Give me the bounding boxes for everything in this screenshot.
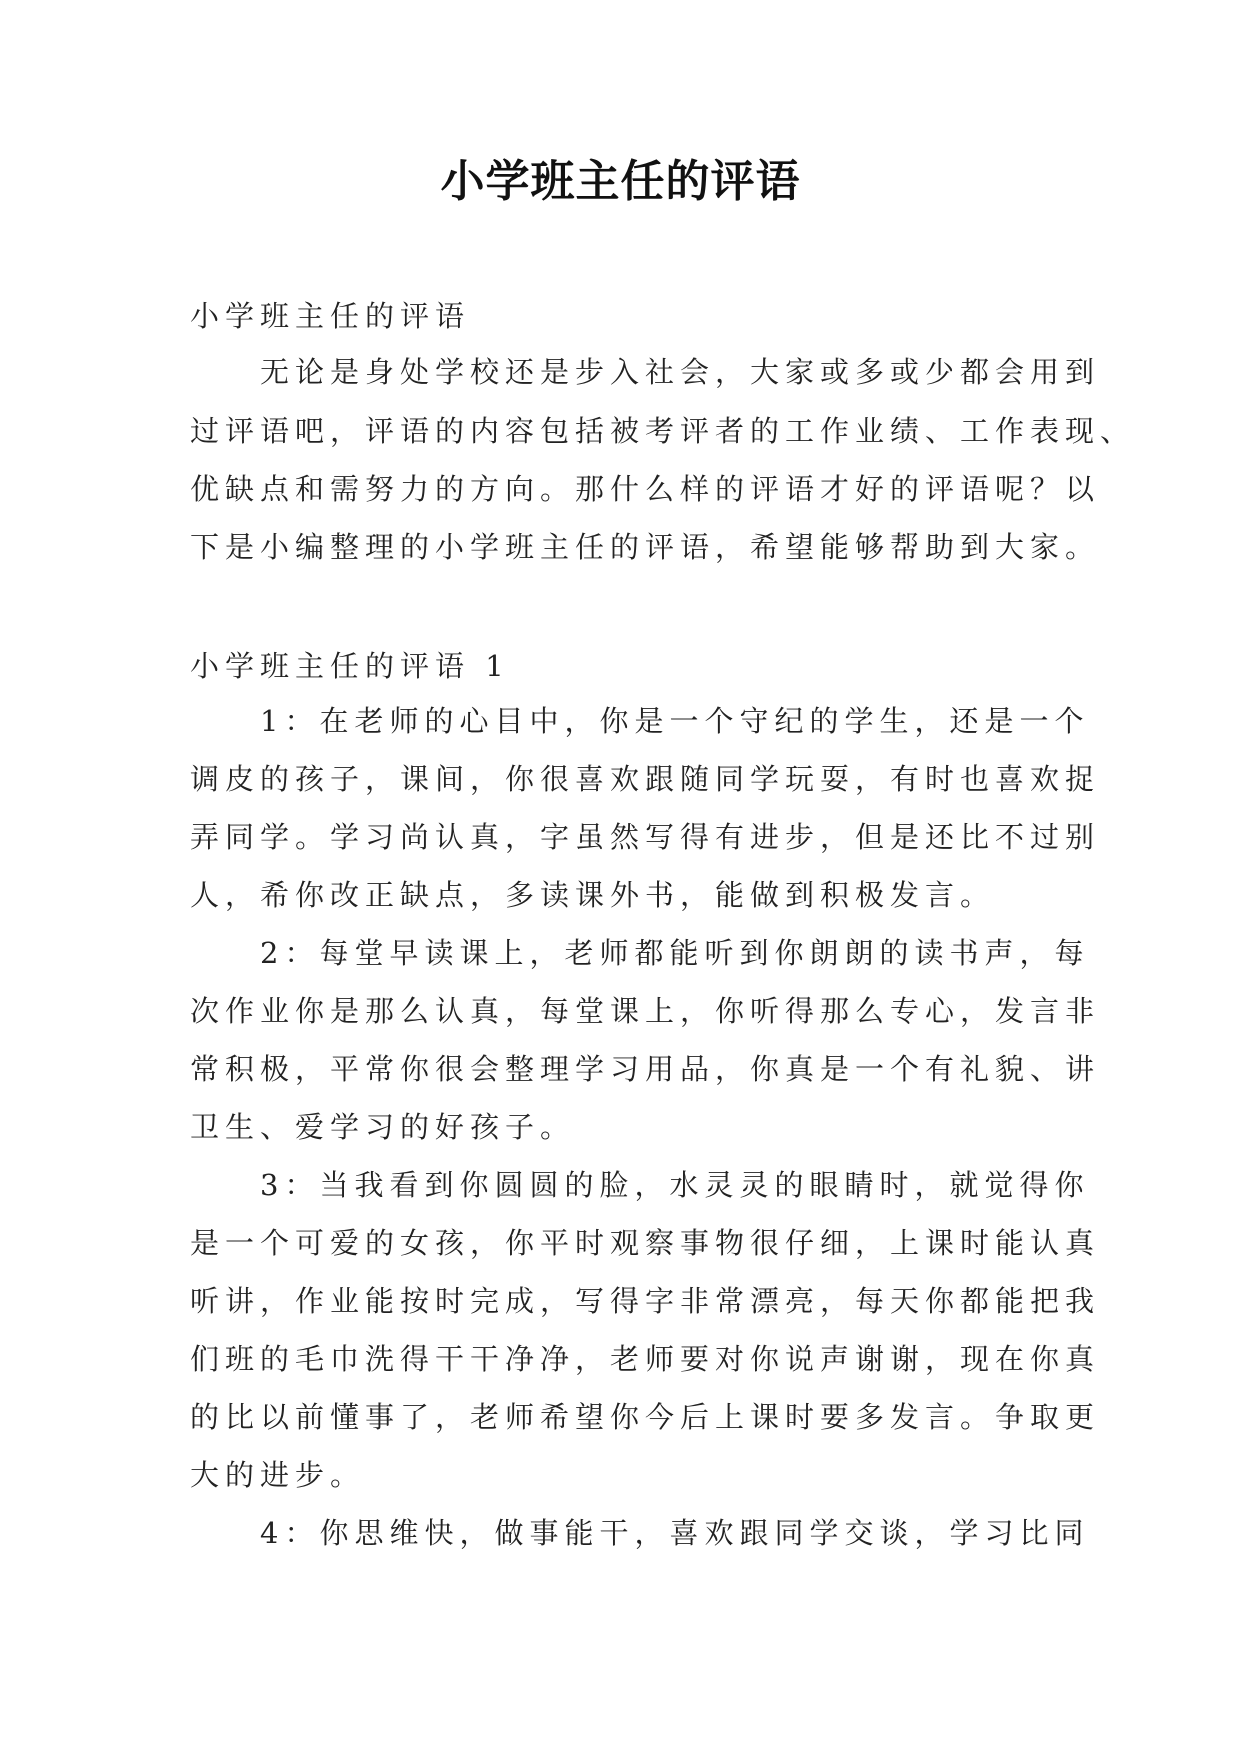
text-line: 1：在老师的心目中，你是一个守纪的学生，还是一个 bbox=[190, 704, 1090, 738]
text-line: 3：当我看到你圆圆的脸，水灵灵的眼睛时，就觉得你 bbox=[190, 1168, 1090, 1202]
text-line: 卫生、爱学习的好孩子。 bbox=[190, 1110, 576, 1144]
text-line: 的比以前懂事了，老师希望你今后上课时要多发言。争取更 bbox=[190, 1400, 1101, 1434]
text-line: 弄同学。学习尚认真，字虽然写得有进步，但是还比不过别 bbox=[190, 820, 1101, 854]
text-line: 听讲，作业能按时完成，写得字非常漂亮，每天你都能把我 bbox=[190, 1284, 1101, 1318]
text-line: 常积极，平常你很会整理学习用品，你真是一个有礼貌、讲 bbox=[190, 1052, 1101, 1086]
text-line: 是一个可爱的女孩，你平时观察事物很仔细，上课时能认真 bbox=[190, 1226, 1101, 1260]
text-line: 人，希你改正缺点，多读课外书，能做到积极发言。 bbox=[190, 878, 996, 912]
document-title: 小学班主任的评语 bbox=[440, 156, 801, 207]
text-line: 大的进步。 bbox=[190, 1458, 366, 1492]
text-line: 优缺点和需努力的方向。那什么样的评语才好的评语呢？以 bbox=[190, 472, 1101, 506]
text-line: 下是小编整理的小学班主任的评语，希望能够帮助到大家。 bbox=[190, 530, 1101, 564]
text-line: 2：每堂早读课上，老师都能听到你朗朗的读书声，每 bbox=[190, 936, 1090, 970]
section-heading: 小学班主任的评语 bbox=[190, 299, 471, 333]
text-line: 过评语吧，评语的内容包括被考评者的工作业绩、工作表现、 bbox=[190, 414, 1136, 448]
text-line: 4：你思维快，做事能干，喜欢跟同学交谈，学习比同 bbox=[190, 1516, 1090, 1550]
text-line: 次作业你是那么认真，每堂课上，你听得那么专心，发言非 bbox=[190, 994, 1101, 1028]
text-line: 无论是身处学校还是步入社会，大家或多或少都会用到 bbox=[190, 355, 1101, 389]
section-heading: 小学班主任的评语 1 bbox=[190, 649, 510, 683]
text-line: 们班的毛巾洗得干干净净，老师要对你说声谢谢，现在你真 bbox=[190, 1342, 1101, 1376]
text-line: 调皮的孩子，课间，你很喜欢跟随同学玩耍，有时也喜欢捉 bbox=[190, 762, 1101, 796]
